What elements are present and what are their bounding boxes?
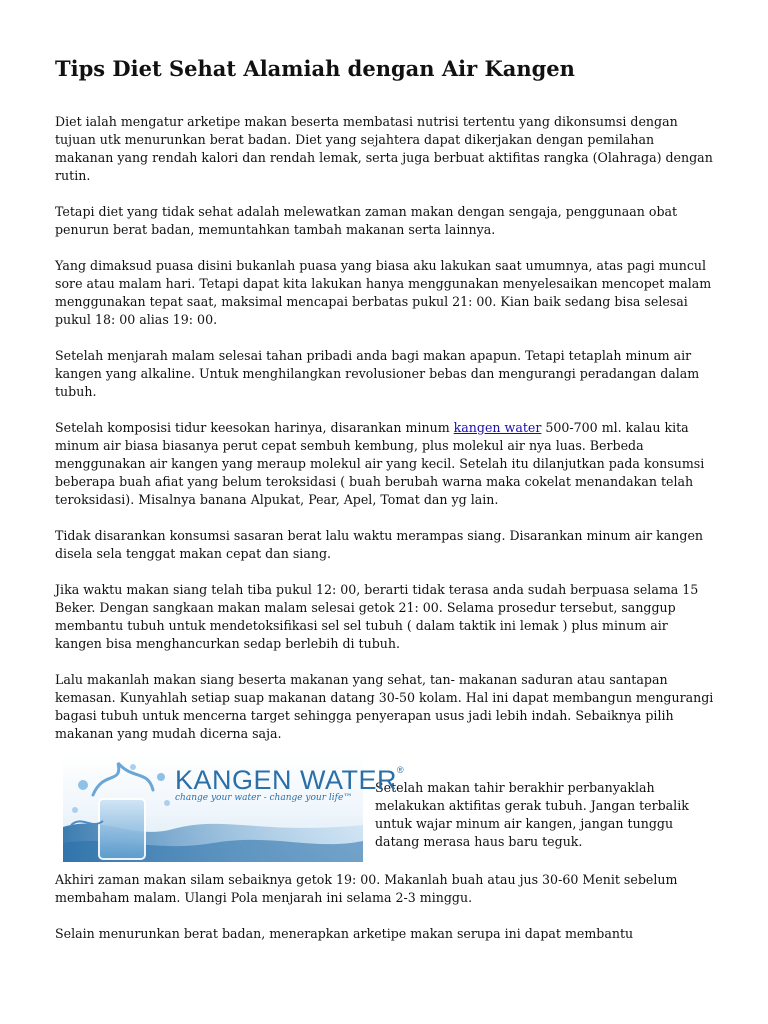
- paragraph: Tidak disarankan konsumsi sasaran berat lalu waktu merampas siang. Disarankan minum air kangen disela sela tenggat makan cepat dan siang.: [55, 528, 704, 561]
- paragraph: Setelah menjarah malam selesai tahan pribadi anda bagi makan apapun. Tetapi tetaplah minum air kangen yang alkaline. Untuk menghilangkan revolusioner bebas dan mengurangi peradangan dalam tubuh.: [55, 348, 700, 399]
- figure-row: [63, 755, 715, 871]
- registered-mark: ®: [397, 765, 405, 775]
- paragraph: Tetapi diet yang tidak sehat adalah melewatkan zaman makan dengan sengaja, penggunaan obat penurun berat badan, memuntahkan tambah makanan serta lainnya.: [55, 204, 678, 237]
- paragraph-text: Setelah komposisi tidur keesokan harinya, disarankan minum: [55, 420, 454, 435]
- banner-brand-text: KANGEN WATER: [175, 765, 398, 795]
- article-body: [55, 113, 715, 961]
- paragraph: Jika waktu makan siang telah tiba pukul 12: 00, berarti tidak terasa anda sudah berpuasa selama 15 Beker. Dengan sangkaan makan malam selesai getok 21: 00. Selama prosedur tersebut, sanggup membantu tubuh untuk mendetoksifikasi sel sel tubuh ( dalam taktik ini lemak ) plus minum air kangen bisa menghancurkan sedap berlebih di tubuh.: [55, 582, 699, 651]
- paragraph: Diet ialah mengatur arketipe makan beserta membatasi nutrisi tertentu yang dikonsumsi dengan tujuan utk menurunkan berat badan. Diet yang sejahtera dapat dikerjakan dengan pemilahan makanan yang rendah kalori dan rendah lemak, serta juga berbuat aktifitas rangka (Olahraga) dengan rutin.: [55, 114, 713, 183]
- paragraph: Akhiri zaman makan silam sebaiknya getok 19: 00. Makanlah buah atau jus 30-60 Menit sebelum membaham malam. Ulangi Pola menjarah ini selama 2-3 minggu.: [55, 872, 678, 905]
- paragraph: Yang dimaksud puasa disini bukanlah puasa yang biasa aku lakukan saat umumnya, atas pagi muncul sore atau malam hari. Tetapi dapat kita lakukan hanya menggunakan menyelesaikan mencopet malam menggunakan tepat saat, maksimal mencapai berbatas pukul 21: 00. Kian baik sedang bisa selesai pukul 18: 00 alias 19: 00.: [55, 258, 712, 327]
- page-title: Tips Diet Sehat Alamiah dengan Air Kangen: [55, 56, 575, 81]
- side-text: [375, 779, 705, 851]
- trademark-mark: ™: [343, 793, 353, 803]
- banner-tagline: [175, 793, 352, 803]
- paragraph: Lalu makanlah makan siang beserta makanan yang sehat, tan- makanan saduran atau santapan kemasan. Kunyahlah setiap suap makanan datang 30-50 kolam. Hal ini dapat membangun mengurangi bagasi tubuh untuk mencerna target sehingga penyerapan usus jadi lebih indah. Sebaiknya pilih makanan yang mudah dicerna saja.: [55, 672, 714, 741]
- kangen-water-link[interactable]: kangen water: [453, 420, 542, 435]
- paragraph: Selain menurunkan berat badan, menerapkan arketipe makan serupa ini dapat membantu: [55, 926, 634, 941]
- kangen-water-banner: [63, 755, 405, 862]
- banner-tagline-text: change your water - change your life: [175, 793, 344, 803]
- paragraph-with-link: [55, 419, 715, 509]
- paragraph: Setelah makan tahir berakhir perbanyaklah melakukan aktifitas gerak tubuh. Jangan terbalik untuk wajar minum air kangen, jangan tunggu datang merasa haus baru teguk.: [375, 780, 689, 849]
- paragraph-text: 500-700 ml. kalau kita minum air biasa biasanya perut cepat sembuh kembung, plus molekul air nya luas. Berbeda menggunakan air kangen yang meraup molekul air yang kecil. Setelah itu dilanjutkan pada konsumsi beberapa buah afiat yang belum teroksidasi ( buah berubah warna maka cokelat menandakan telah teroksidasi). Misalnya banana Alpukat, Pear, Apel, Tomat dan yg lain.: [55, 420, 705, 507]
- banner-brand: [175, 765, 404, 796]
